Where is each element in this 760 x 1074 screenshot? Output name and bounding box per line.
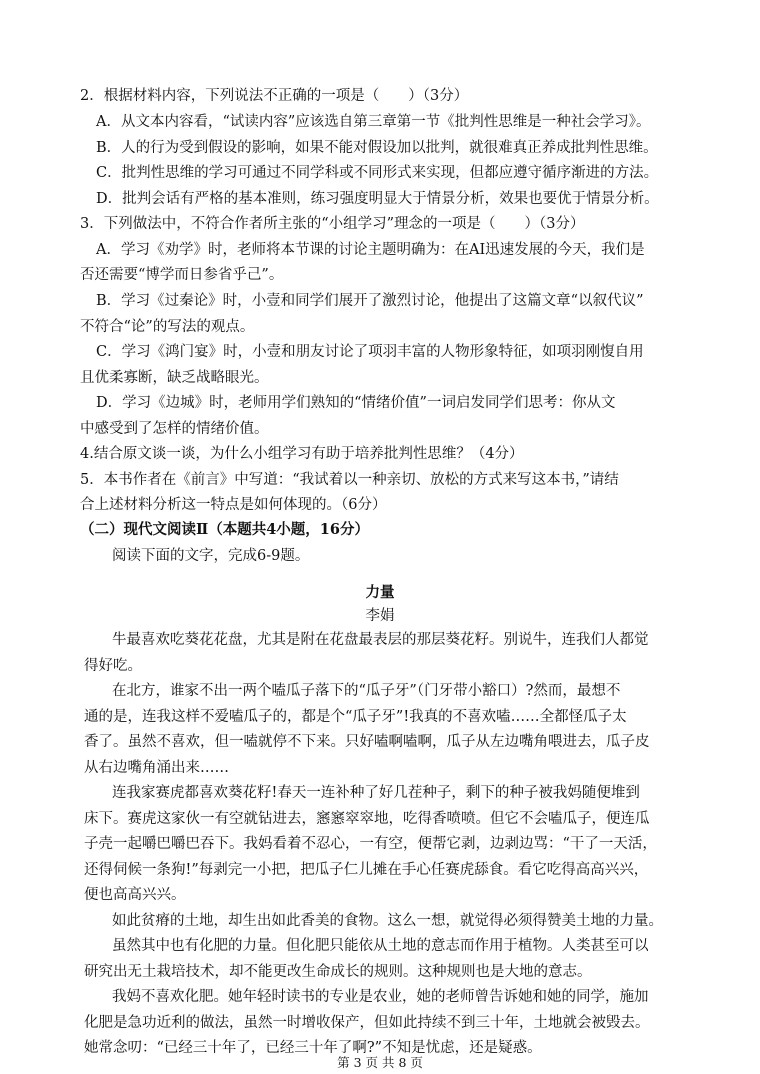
paragraph-3-line5: 便也高高兴兴。 <box>84 887 186 903</box>
question-3-option-d-line1: D．学习《边城》时，老师用学们熟知的“情绪价值”一词启发同学们思考：你从文 <box>96 395 616 411</box>
question-2-stem: 2．根据材料内容，下列说法不正确的一项是（ ）（3分） <box>80 88 469 104</box>
page-footer: 第 3 页 共 8 页 <box>337 1055 423 1070</box>
question-3-option-b-line1: B．学习《过秦论》时，小壹和同学们展开了激烈讨论，他提出了这篇文章“以叙代议” <box>96 293 644 309</box>
paragraph-5-line2: 研究出无土栽培技术，却不能更改生命成长的规则。这种规则也是大地的意志。 <box>84 964 592 980</box>
question-3-option-d-line2: 中感受到了怎样的情绪价值。 <box>80 421 269 437</box>
question-2-option-d: D．批判会话有严格的基本准则，练习强度明显大于情景分析，效果也要优于情景分析。 <box>96 191 659 207</box>
question-3-option-b-line2: 不符合“论”的写法的观点。 <box>80 319 255 335</box>
question-3-option-c-line2: 且优柔寡断，缺乏战略眼光。 <box>80 370 269 386</box>
paragraph-3-line4: 还得伺候一条狗!”每剥完一小把，把瓜子仁儿摊在手心任赛虎舔食。看它吃得高高兴兴， <box>84 862 649 878</box>
question-2-option-c: C．批判性思维的学习可通过不同学科或不同形式来实现，但都应遵守循序渐进的方法。 <box>96 165 659 181</box>
question-3-stem: 3．下列做法中，不符合作者所主张的“小组学习”理念的一项是（ ）（3分） <box>80 216 585 232</box>
paragraph-3-line1: 连我家赛虎都喜欢葵花籽!春天一连补种了好几茬种子，剩下的种子被我妈随便堆到 <box>112 785 640 801</box>
question-5-line1: 5．本书作者在《前言》中写道：“我试着以一种亲切、放松的方式来写这本书，”请结 <box>80 472 619 488</box>
question-4: 4.结合原文谈一谈，为什么小组学习有助于培养批判性思维？（4分） <box>80 446 524 462</box>
paragraph-2-line3: 香了。虽然不喜欢，但一嗑就停不下来。只好嗑啊嗑啊，瓜子从左边嘴角喂进去，瓜子皮 <box>84 734 650 750</box>
paragraph-6-line3: 她常念叨：“已经三十年了，已经三十年了啊?”不知是忧虑，还是疑惑。 <box>84 1040 542 1056</box>
paragraph-6-line2: 化肥是急功近利的做法，虽然一时增收保产，但如此持续不到三十年，土地就会被毁去。 <box>84 1015 650 1031</box>
question-3-option-c-line1: C．学习《鸿门宴》时，小壹和朋友讨论了项羽丰富的人物形象特征，如项羽刚愎自用 <box>96 344 644 360</box>
paragraph-2-line1: 在北方，谁家不出一两个嗑瓜子落下的“瓜子牙”（门牙带小豁口）?然而，最想不 <box>112 683 621 699</box>
paragraph-6-line1: 我妈不喜欢化肥。她年轻时读书的专业是农业，她的老师曾告诉她和她的同学，施加 <box>112 989 649 1005</box>
question-5-line2: 合上述材料分析这一特点是如何体现的。（6分） <box>80 497 387 513</box>
paragraph-1-line2: 得好吃。 <box>84 658 142 674</box>
paragraph-3-line2: 床下。赛虎这家伙一有空就钻进去，窸窸窣窣地，吃得香喷喷。但它不会嗑瓜子，便连瓜 <box>84 811 650 827</box>
question-2-option-a: A．从文本内容看，“试读内容”应该选自第三章第一节《批判性思维是一种社会学习》。 <box>96 114 651 130</box>
paragraph-4-line1: 如此贫瘠的土地，却生出如此香美的食物。这么一想，就觉得必须得赞美土地的力量。 <box>112 913 663 929</box>
paragraph-3-line3: 子壳一起嚼巴嚼巴吞下。我妈看着不忍心，一有空，便帮它剥，边剥边骂：“干了一天活， <box>84 836 657 852</box>
article-author: 李娟 <box>365 608 395 624</box>
article-title: 力量 <box>365 584 395 601</box>
question-2-option-b: B．人的行为受到假设的影响，如果不能对假设加以批判，就很难真正养成批判性思维。 <box>96 140 658 156</box>
paragraph-5-line1: 虽然其中也有化肥的力量。但化肥只能依从土地的意志而作用于植物。人类甚至可以 <box>112 938 649 954</box>
paragraph-1-line1: 牛最喜欢吃葵花花盘，尤其是附在花盘最表层的那层葵花籽。别说牛，连我们人都觉 <box>112 632 649 648</box>
question-3-option-a-line2: 否还需要“博学而日参省乎己”。 <box>80 267 284 283</box>
section-instruction: 阅读下面的文字，完成6-9题。 <box>112 548 310 564</box>
section-heading: （二）现代文阅读Ⅱ（本题共4小题，16分） <box>80 521 369 538</box>
question-3-option-a-line1: A．学习《劝学》时，老师将本节课的讨论主题明确为：在AI迅速发展的今天，我们是 <box>96 242 645 258</box>
paragraph-2-line2: 通的是，连我这样不爱嗑瓜子的，都是个“瓜子牙”!我真的不喜欢嗑……全都怪瓜子太 <box>84 709 627 725</box>
paragraph-2-line4: 从右边嘴角涌出来…… <box>84 760 229 776</box>
